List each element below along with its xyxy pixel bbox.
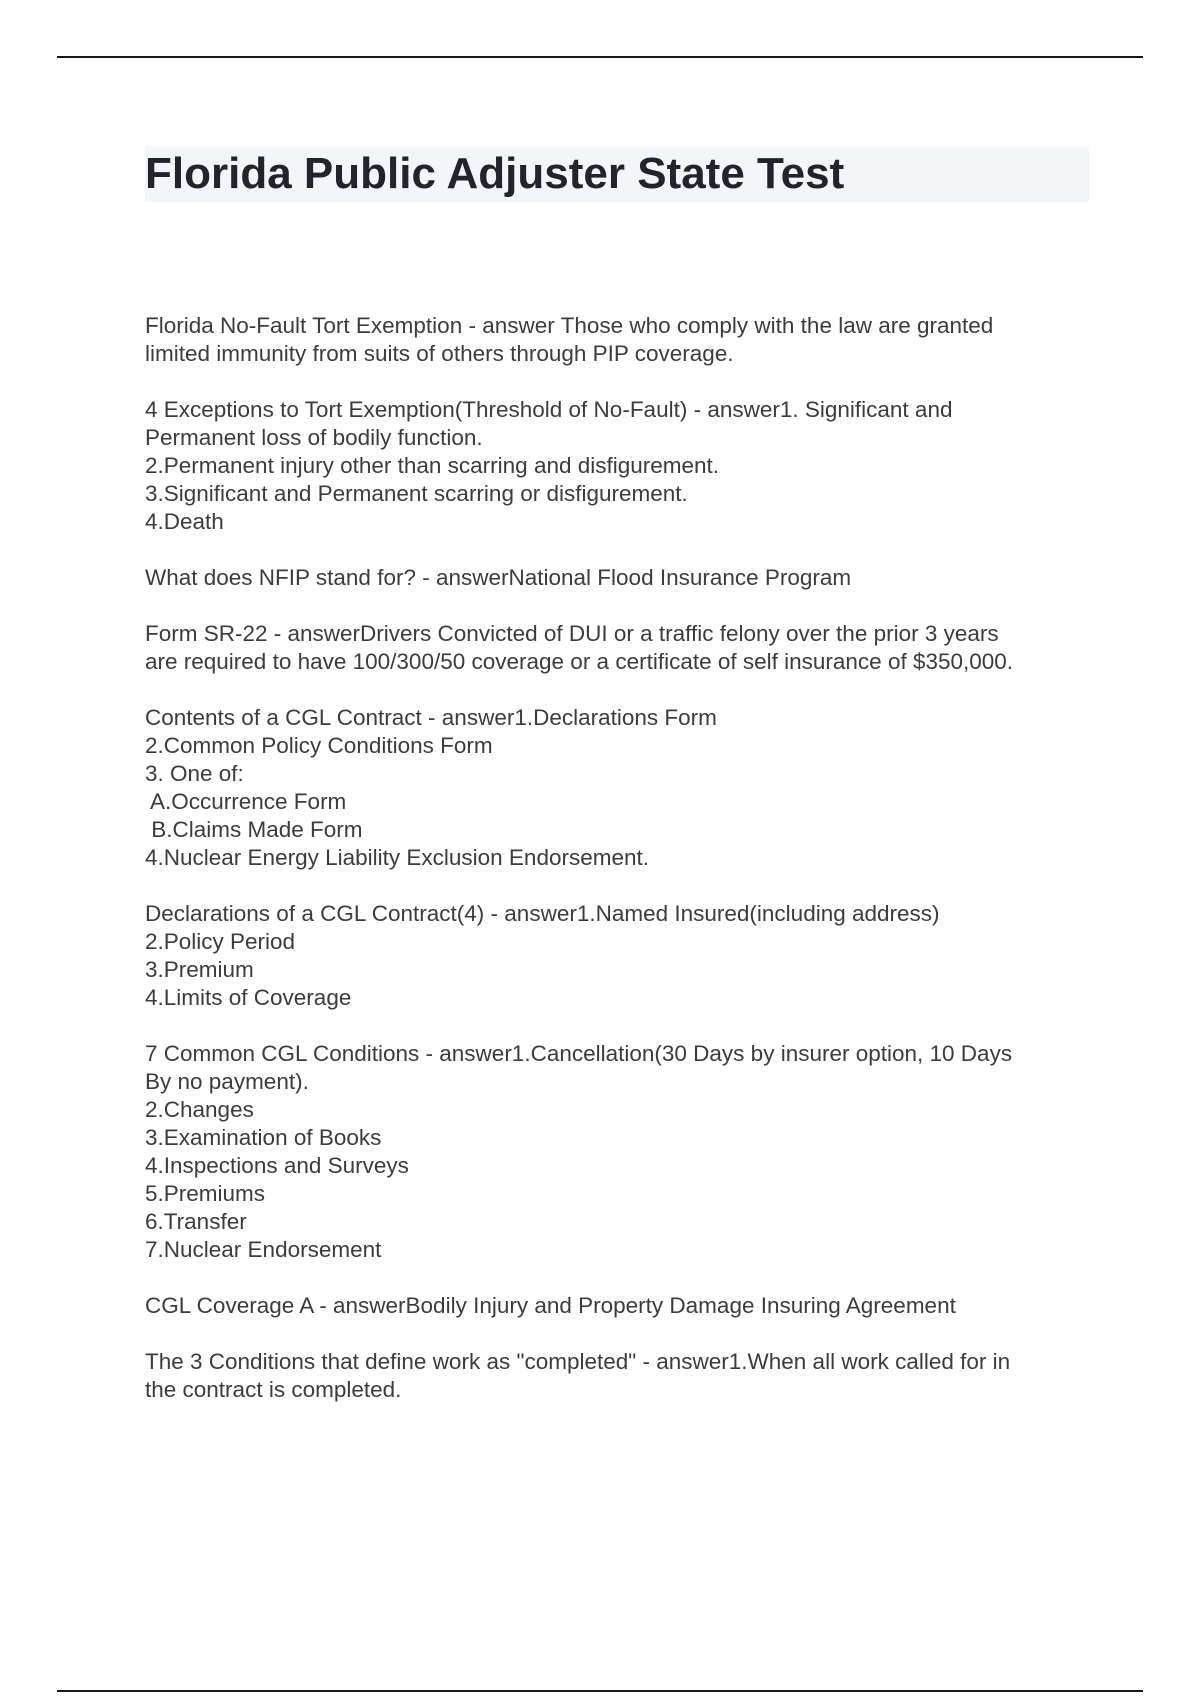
bottom-divider bbox=[57, 1690, 1143, 1692]
qa-line: 4 Exceptions to Tort Exemption(Threshold of No-Fault) - answer1. Significant and bbox=[145, 397, 953, 422]
qa-line: 3. One of: bbox=[145, 761, 244, 786]
qa-line: limited immunity from suits of others through PIP coverage. bbox=[145, 341, 734, 366]
qa-line: Florida No-Fault Tort Exemption - answer Those who comply with the law are granted bbox=[145, 313, 994, 338]
qa-line: 3.Examination of Books bbox=[145, 1125, 382, 1150]
qa-line: 6.Transfer bbox=[145, 1209, 247, 1234]
qa-line: 3.Significant and Permanent scarring or disfigurement. bbox=[145, 481, 688, 506]
qa-entry bbox=[145, 396, 1089, 536]
qa-entry bbox=[145, 620, 1089, 676]
qa-entry bbox=[145, 564, 1089, 592]
qa-line: The 3 Conditions that define work as "completed" - answer1.When all work called for in bbox=[145, 1349, 1011, 1374]
qa-line: 4.Nuclear Energy Liability Exclusion Endorsement. bbox=[145, 845, 649, 870]
qa-line: 7 Common CGL Conditions - answer1.Cancellation(30 Days by insurer option, 10 Days bbox=[145, 1041, 1013, 1066]
qa-line: A.Occurrence Form bbox=[145, 789, 347, 814]
qa-line: 7.Nuclear Endorsement bbox=[145, 1237, 382, 1262]
qa-line: are required to have 100/300/50 coverage or a certificate of self insurance of $350,000. bbox=[145, 649, 1014, 674]
qa-line: 2.Changes bbox=[145, 1097, 254, 1122]
qa-line: the contract is completed. bbox=[145, 1377, 402, 1402]
qa-entry bbox=[145, 1348, 1089, 1404]
qa-entry bbox=[145, 312, 1089, 368]
qa-line: B.Claims Made Form bbox=[145, 817, 363, 842]
qa-entry bbox=[145, 1292, 1089, 1320]
qa-line: 4.Death bbox=[145, 509, 224, 534]
qa-list bbox=[145, 312, 1089, 1432]
qa-line: CGL Coverage A - answerBodily Injury and Property Damage Insuring Agreement bbox=[145, 1293, 956, 1318]
qa-line: 2.Permanent injury other than scarring and disfigurement. bbox=[145, 453, 720, 478]
top-divider bbox=[57, 56, 1143, 58]
qa-line: What does NFIP stand for? - answerNational Flood Insurance Program bbox=[145, 565, 852, 590]
page-title: Florida Public Adjuster State Test bbox=[145, 149, 845, 198]
qa-line: 2.Policy Period bbox=[145, 929, 296, 954]
qa-line: By no payment). bbox=[145, 1069, 309, 1094]
qa-line: 2.Common Policy Conditions Form bbox=[145, 733, 493, 758]
qa-line: 4.Limits of Coverage bbox=[145, 985, 352, 1010]
qa-line: 4.Inspections and Surveys bbox=[145, 1153, 409, 1178]
qa-line: Declarations of a CGL Contract(4) - answer1.Named Insured(including address) bbox=[145, 901, 940, 926]
qa-entry bbox=[145, 704, 1089, 872]
qa-line: Contents of a CGL Contract - answer1.Declarations Form bbox=[145, 705, 717, 730]
qa-entry bbox=[145, 900, 1089, 1012]
qa-line: 5.Premiums bbox=[145, 1181, 266, 1206]
qa-line: Form SR-22 - answerDrivers Convicted of DUI or a traffic felony over the prior 3 years bbox=[145, 621, 999, 646]
qa-entry bbox=[145, 1040, 1089, 1264]
qa-line: Permanent loss of bodily function. bbox=[145, 425, 483, 450]
qa-line: 3.Premium bbox=[145, 957, 254, 982]
